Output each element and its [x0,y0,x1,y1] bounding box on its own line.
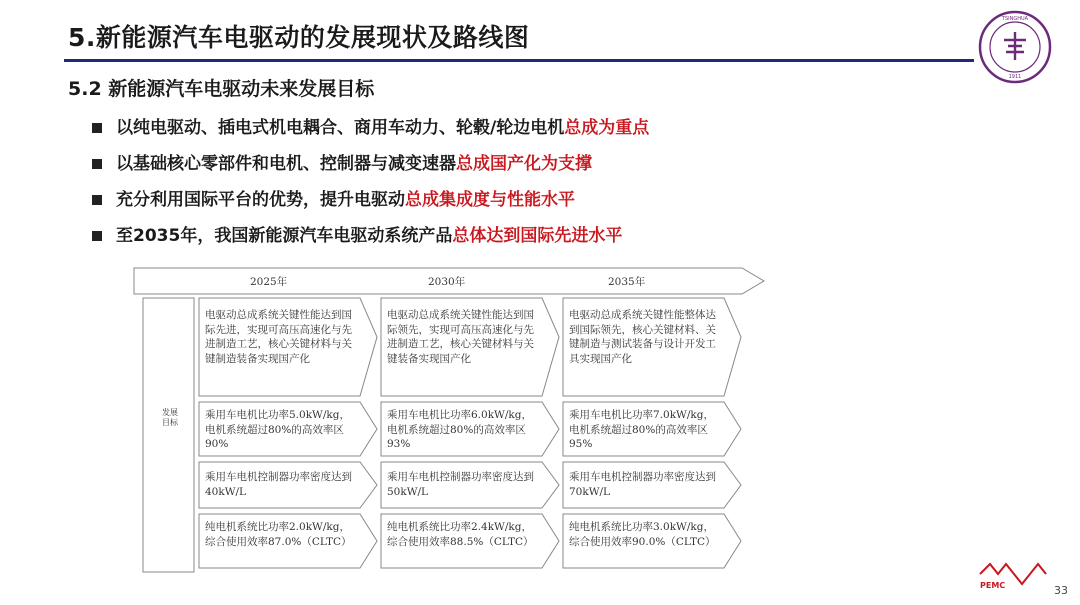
goal-text: 乘用车电机控制器功率密度达到40kW/L [205,471,352,498]
svg-text:1911: 1911 [1008,74,1022,80]
bullet-item: 以基础核心零部件和电机、控制器与减变速器 总成国产化为支撑 [92,146,649,182]
goal-text: 乘用车电机比功率6.0kW/kg，电机系统超过80%的高效率区93% [387,409,532,450]
goal-text: 纯电机系统比功率2.4kW/kg，综合使用效率88.5%（CLTC） [387,521,534,548]
goal-text: 电驱动总成系统关键性能达到国际领先，实现可高压高速化与先进制造工艺，核心关键材料与关键装备实现国产化 [387,309,534,365]
goal-text: 纯电机系统比功率2.0kW/kg，综合使用效率87.0%（CLTC） [205,521,352,548]
year-label-2035: 2035年 [608,276,646,288]
goal-text: 乘用车电机比功率7.0kW/kg，电机系统超过80%的高效率区95% [569,409,714,450]
goal-text: 电驱动总成系统关键性能达到国际先进，实现可高压高速化与先进制造工艺，核心关键材料与关键制造装备实现国产化 [205,309,352,365]
side-label-text: 发展目标 [162,408,178,427]
slide-title: 5.新能源汽车电驱动的发展现状及路线图 [68,23,530,52]
goal-text: 纯电机系统比功率3.0kW/kg，综合使用效率90.0%（CLTC） [569,521,716,548]
bullet-item: 充分利用国际平台的优势，提升电驱动 总成集成度与性能水平 [92,182,649,218]
page-number: 33 [1054,584,1068,597]
side-label-box [143,298,194,572]
section-subtitle: 5.2 新能源汽车电驱动未来发展目标 [68,78,375,100]
goal-text: 乘用车电机比功率5.0kW/kg，电机系统超过80%的高效率区90% [205,409,350,450]
year-label-2025: 2025年 [250,276,288,288]
goal-text: 乘用车电机控制器功率密度达到70kW/L [569,471,716,498]
goal-text: 乘用车电机控制器功率密度达到50kW/L [387,471,534,498]
pemc-logo [976,560,1048,590]
svg-text:TSINGHUA: TSINGHUA [1001,16,1029,22]
bullet-item: 以纯电驱动、插电式机电耦合、商用车动力、轮毂/轮边电机 总成为重点 [92,110,649,146]
bullet-item: 至2035年，我国新能源汽车电驱动系统产品 总体达到国际先进水平 [92,218,649,254]
svg-text:PEMC: PEMC [980,581,1006,590]
year-label-2030: 2030年 [428,276,466,288]
goal-text: 电驱动总成系统关键性能整体达到国际领先，核心关键材料、关键制造与测试装备与设计开发工具实现国产化 [569,309,716,365]
